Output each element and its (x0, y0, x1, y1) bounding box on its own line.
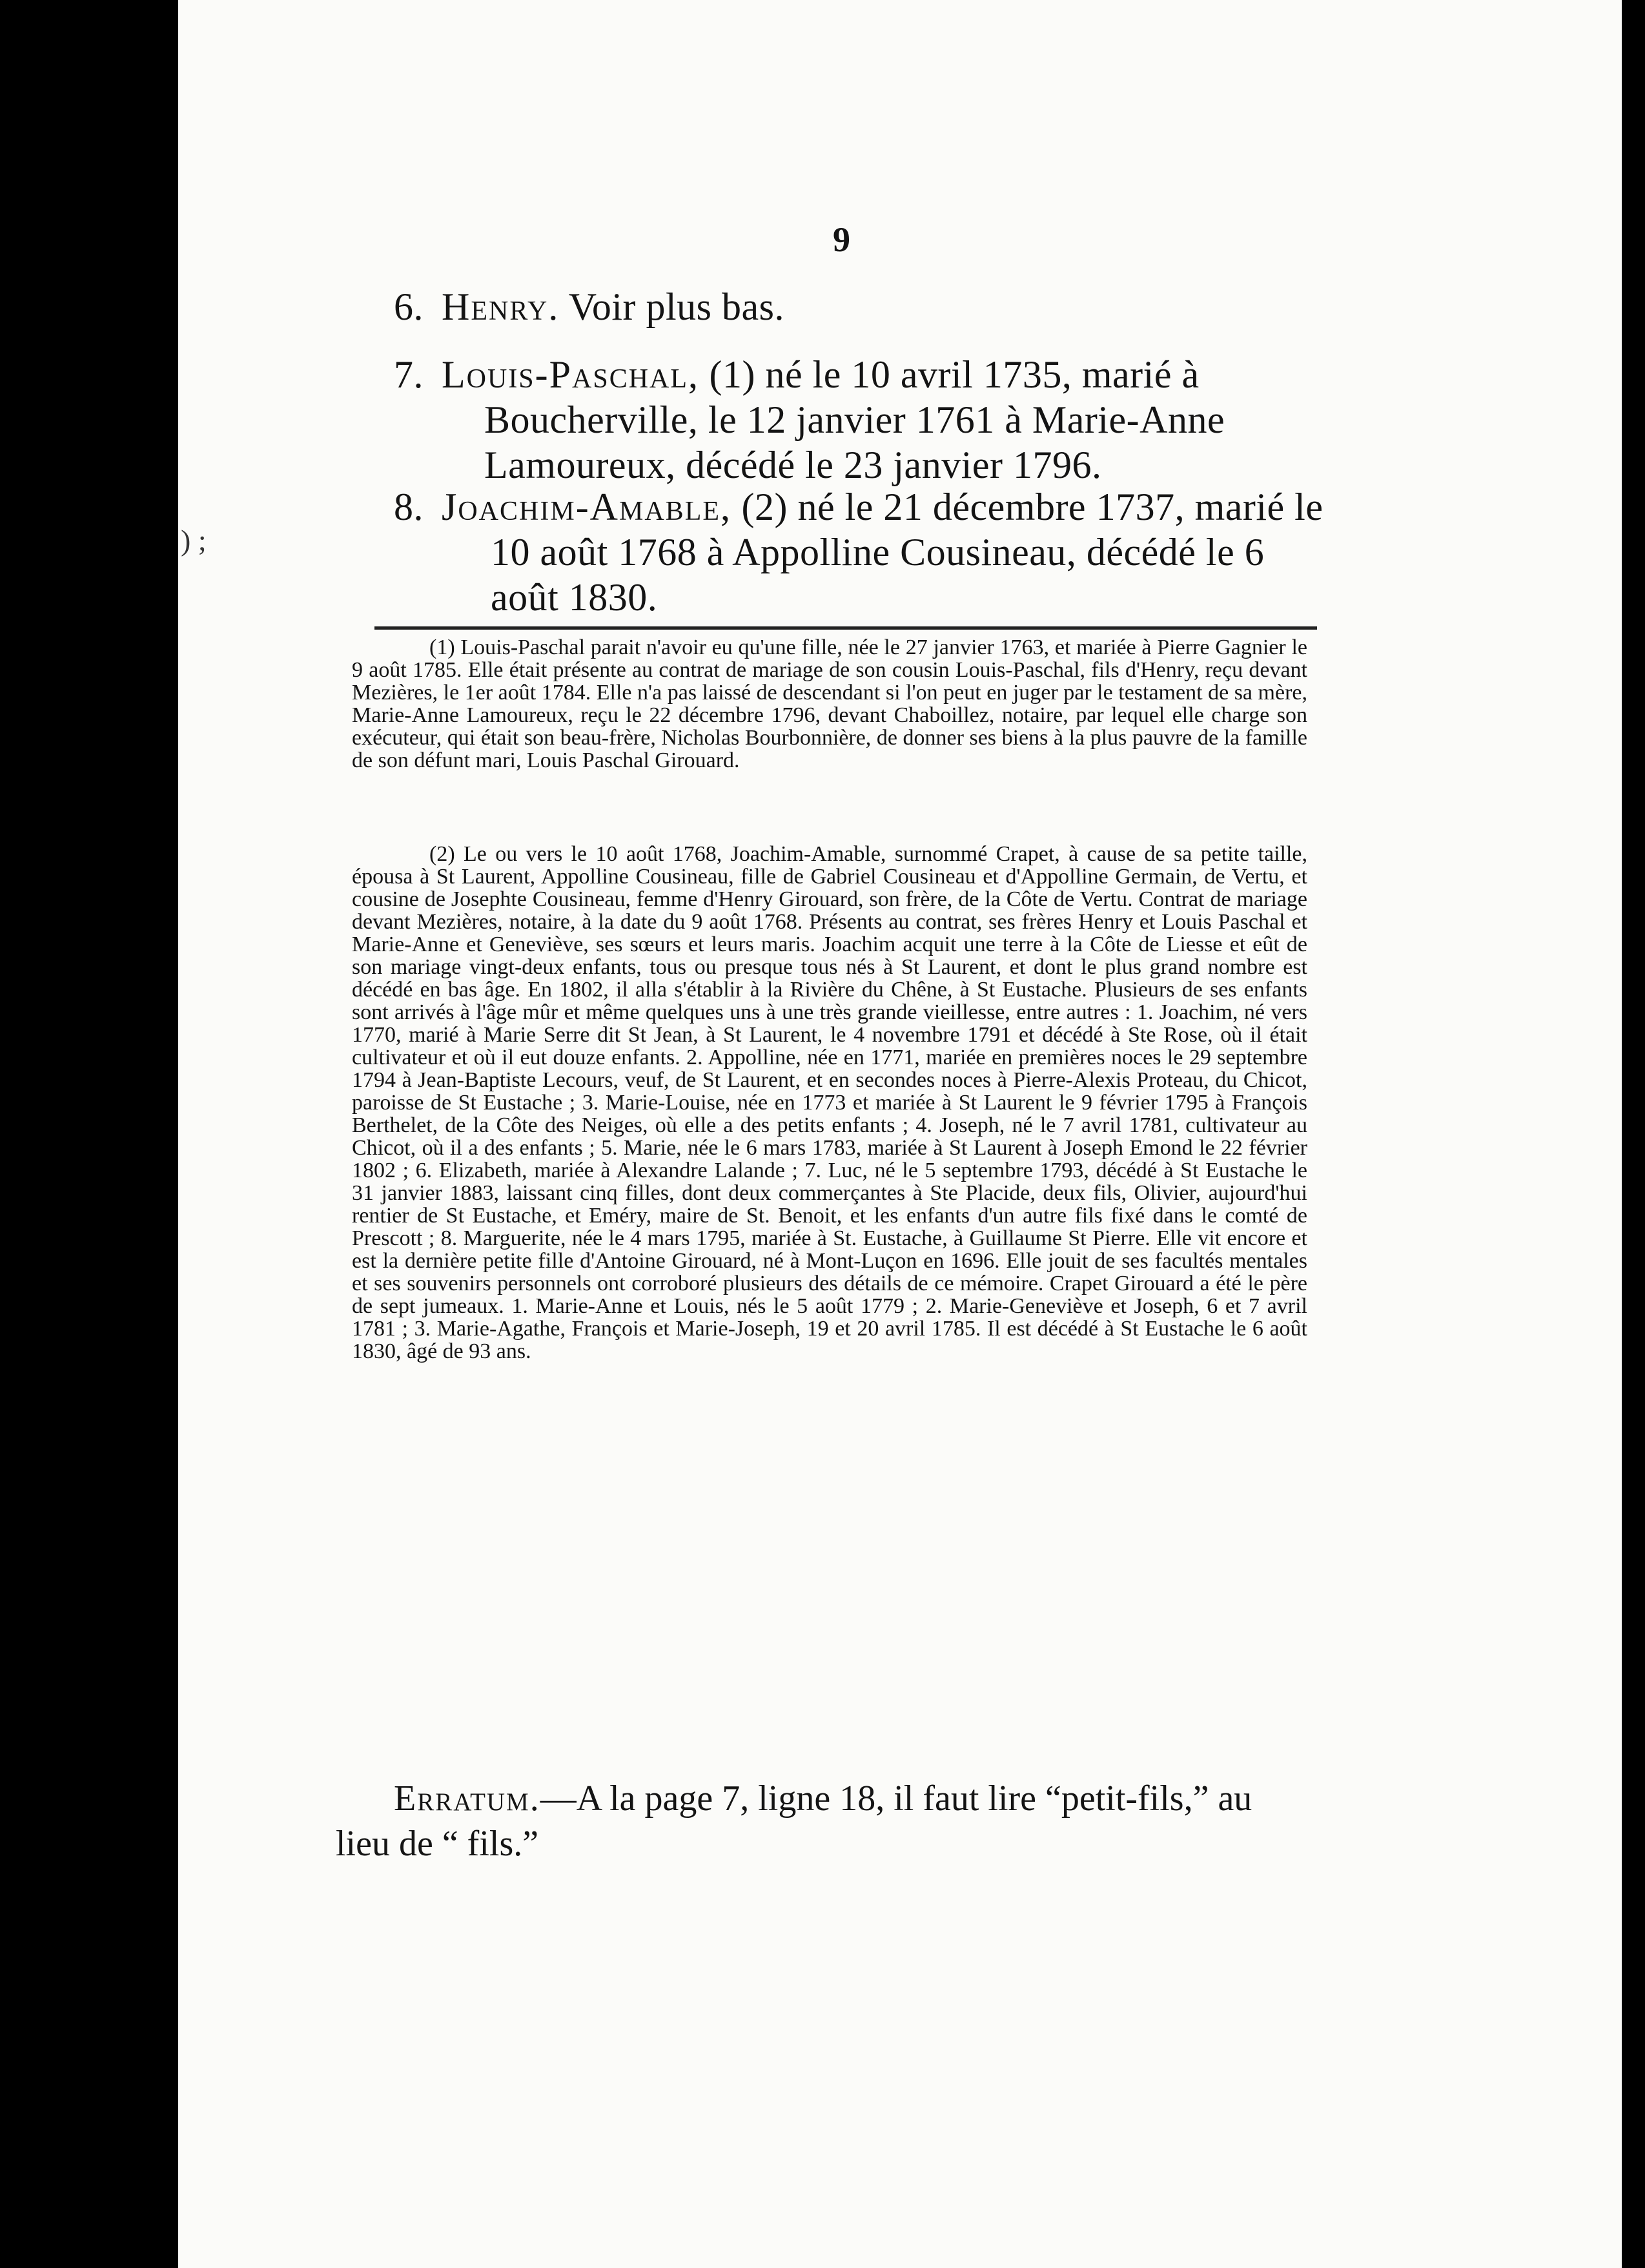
entry-henry (394, 284, 1362, 329)
erratum-text: —A la page 7, ligne 18, il faut lire “petit-fils,” au lieu de “ fils.” (336, 1778, 1252, 1864)
entry-number: 6. (394, 285, 424, 328)
page-number: 9 (833, 220, 850, 259)
erratum (336, 1776, 1291, 1866)
footnote-1: (1) Louis-Paschal parait n'avoir eu qu'une fille, née le 27 janvier 1763, et mariée à Pierre Gagnier le 9 août 1785. Elle était présente au contrat de mariage de son cousin Louis-Paschal, fils d'Henry, reçu devant Mezières, le 1er août 1784. Elle n'a pas laissé de descendant si l'on peut en juger par le testament de sa mère, Marie-Anne Lamoureux, reçu le 22 décembre 1796, devant Chaboillez, notaire, par lequel elle charge son exécuteur, qui était son beau-frère, Nicholas Bourbonnière, de donner ses biens à la plus pauvre de la famille de son défunt mari, Louis Paschal Girouard. (352, 635, 1307, 772)
entry-text: (2) né le 21 décembre 1737, marié le 10 août 1768 à Appolline Cousineau, décédé le 6 août 1830. (491, 486, 1323, 619)
footnote-divider (374, 626, 1317, 630)
entry-number: 8. (394, 486, 424, 528)
footnote-2: (2) Le ou vers le 10 août 1768, Joachim-Amable, surnommé Crapet, à cause de sa petite taille, épousa à St Laurent, Appolline Cousineau, fille de Gabriel Cousineau et d'Appolline Germain, de Vertu, et cousine de Josephte Cousineau, femme d'Henry Girouard, son frère, de la Côte de Vertu. Contrat de mariage devant Mezières, notaire, à la date du 9 août 1768. Présents au contrat, ses frères Henry et Louis Paschal et Marie-Anne et Geneviève, ses sœurs et leurs maris. Joachim acquit une terre à la Côte de Liesse et eût de son mariage vingt-deux enfants, tous ou presque tous nés à St Laurent, et dont le plus grand nombre est décédé en bas âge. En 1802, il alla s'établir à la Rivière du Chêne, à St Eustache. Plusieurs de ses enfants sont arrivés à l'âge mûr et même quelques uns à une très grande vieillesse, entre autres : 1. Joachim, né vers 1770, marié à Marie Serre dit St Jean, à St Laurent, le 4 novembre 1791 et décédé à Ste Rose, où il était cultivateur et où il eut douze enfants. 2. Appolline, née en 1771, mariée en premières noces le 29 septembre 1794 à Jean-Baptiste Lecours, veuf, de St Laurent, et en secondes noces à Pierre-Alexis Proteau, du Chicot, paroisse de St Eustache ; 3. Marie-Louise, née en 1773 et mariée à St Laurent le 9 février 1795 à François Berthelet, de la Côte des Neiges, où elle a des petits enfants ; 4. Joseph, né le 7 avril 1781, cultivateur au Chicot, où il a des enfants ; 5. Marie, née le 6 mars 1783, mariée à St Laurent à Joseph Emond le 22 février 1802 ; 6. Elizabeth, mariée à Alexandre Lalande ; 7. Luc, né le 5 septembre 1793, décédé à St Eustache le 31 janvier 1883, laissant cinq filles, dont deux commerçantes à Ste Placide, deux fils, Olivier, aujourd'hui rentier de St Eustache, et Eméry, maire de St. Benoit, et les enfants d'un autre fils fixé dans le comté de Prescott ; 8. Marguerite, née le 4 mars 1795, mariée à St. Eustache, à Guillaume St Pierre. Elle vit encore et est la dernière petite fille d'Antoine Girouard, né à Mont-Luçon en 1696. Elle jouit de ses facultés mentales et ses souvenirs personnels ont corroboré plusieurs des détails de ce mémoire. Crapet Girouard a été le père de sept jumeaux. 1. Marie-Anne et Louis, nés le 5 août 1779 ; 2. Marie-Geneviève et Joseph, 6 et 7 avril 1781 ; 3. Marie-Agathe, François et Marie-Joseph, 19 et 20 avril 1785. Il est décédé à St Eustache le 6 août 1830, âgé de 93 ans. (352, 842, 1307, 1363)
entry-text: Voir plus bas. (568, 285, 785, 328)
margin-mark: ) ; (181, 524, 207, 557)
entry-name: Henry. (442, 285, 560, 328)
entry-name: Joachim-Amable, (442, 486, 731, 528)
entry-number: 7. (394, 353, 424, 396)
entry-joachim-amable (394, 484, 1336, 620)
entry-louis-paschal (394, 352, 1336, 488)
entry-text: (1) né le 10 avril 1735, marié à Boucherville, le 12 janvier 1761 à Marie-Anne Lamoureux, décédé le 23 janvier 1796. (484, 353, 1225, 486)
erratum-label: Erratum. (394, 1778, 540, 1819)
entry-name: Louis-Paschal, (442, 353, 700, 396)
